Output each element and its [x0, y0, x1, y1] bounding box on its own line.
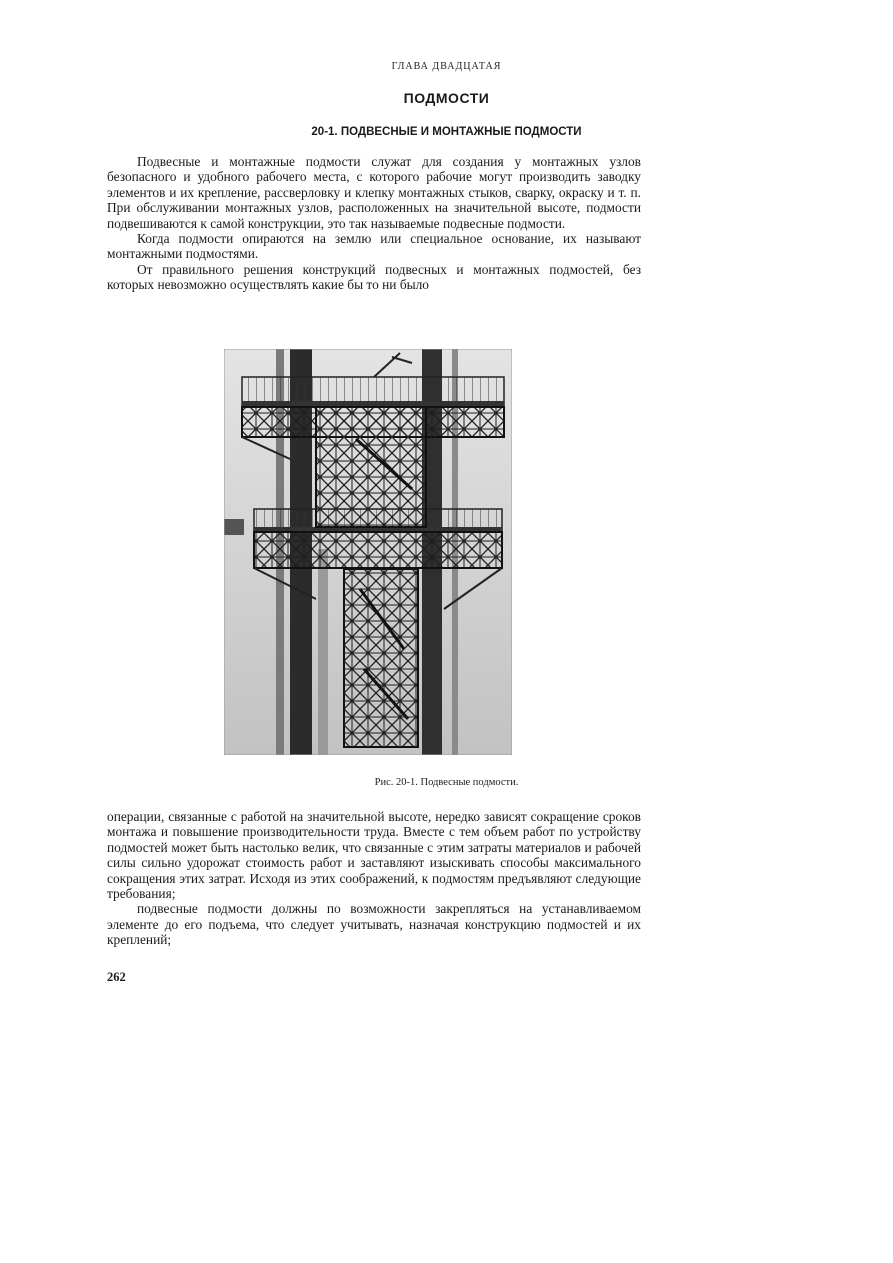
body-text-top [107, 154, 641, 293]
paragraph: Когда подмости опираются на землю или специальное основание, их называют монтажными подмостями. [107, 231, 641, 262]
chapter-heading: ГЛАВА ДВАДЦАТАЯ [391, 61, 502, 72]
scaffold-illustration [224, 349, 512, 755]
paragraph: Подвесные и монтажные подмости служат для создания у монтажных узлов безопасного и удобного рабочего места, с которого рабочие могут производить заводку элементов и их крепление, рассверловку и клепку монтажных стыков, сварку, окраску и т. п. При обслуживании монтажных узлов, расположенных на значительной высоте, подмости подвешиваются к самой конструкции, это так называемые подвесные подмости. [107, 154, 641, 231]
body-text-bottom [107, 809, 641, 948]
paragraph: подвесные подмости должны по возможности закрепляться на устанавливаемом элементе до его подъема, что следует учитывать, назначая конструкцию подмостей и их креплений; [107, 901, 641, 948]
figure-caption: Рис. 20-1. Подвесные подмости. [374, 777, 519, 788]
page-number: 262 [107, 970, 126, 984]
paragraph: От правильного решения конструкций подвесных и монтажных подмостей, без которых невозможно осуществлять какие бы то ни было [107, 261, 641, 293]
scaffold-photo [224, 349, 512, 755]
page-title: ПОДМОСТИ [403, 90, 490, 106]
paragraph: операции, связанные с работой на значительной высоте, нередко зависят сокращение сроков монтажа и повышение производительности труда. Вместе с тем объем работ по устройству подмостей может быть настолько велик, что связанные с этим затраты материалов и рабочей силы сильно удорожат стоимость работ и заставляют изыскивать способы максимального сокращения этих затрат. Исходя из этих соображений, к подмостям предъявляют следующие требования; [107, 809, 641, 902]
section-heading: 20-1. ПОДВЕСНЫЕ И МОНТАЖНЫЕ ПОДМОСТИ [311, 126, 582, 138]
